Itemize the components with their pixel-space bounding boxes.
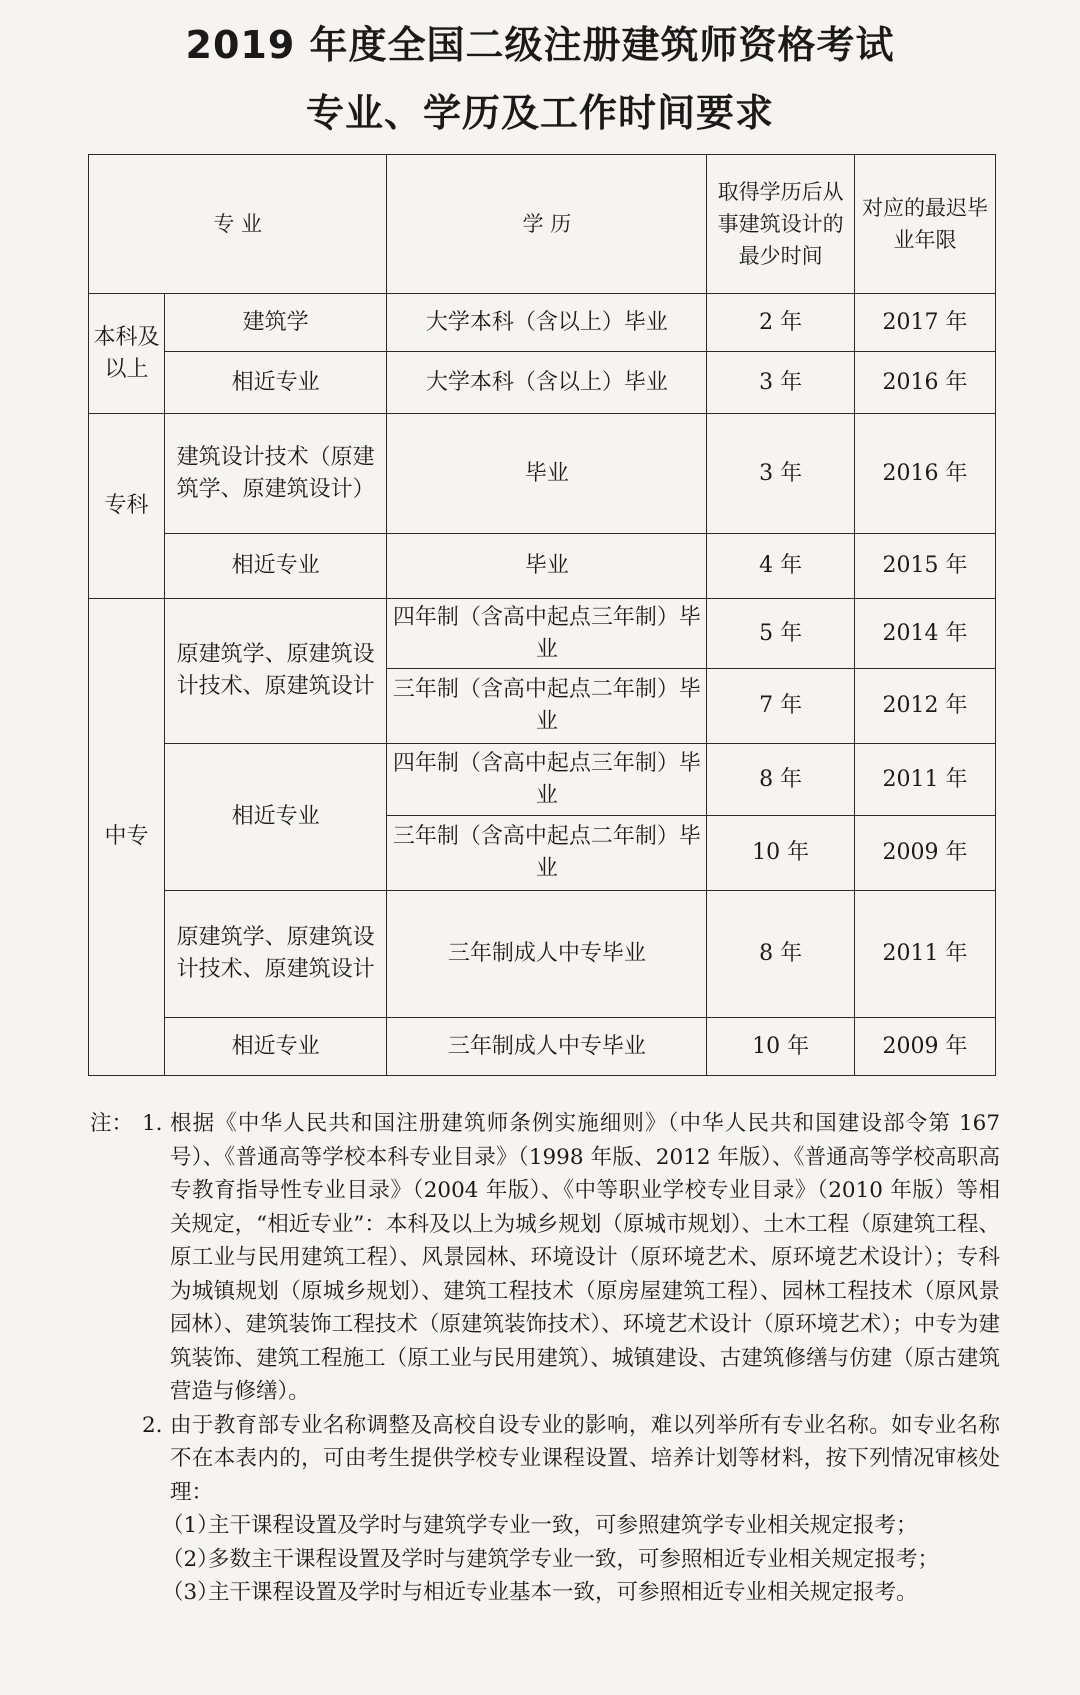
table-row — [89, 1018, 996, 1076]
cell-time: 7 年 — [707, 669, 855, 744]
cell-education: 三年制（含高中起点二年制）毕业 — [387, 816, 707, 891]
cell-education: 毕业 — [387, 534, 707, 599]
subitem-text: 多数主干课程设置及学时与建筑学专业一致，可参照相近专业相关规定报考； — [208, 1546, 940, 1572]
subitem-text: 主干课程设置及学时与相近专业基本一致，可参照相近专业相关规定报考。 — [208, 1580, 918, 1605]
cell-education: 大学本科（含以上）毕业 — [387, 294, 707, 352]
subitem-number: （1） — [162, 1513, 219, 1538]
cell-education: 大学本科（含以上）毕业 — [387, 352, 707, 414]
cell-time: 4 年 — [707, 534, 855, 599]
notes-section — [90, 1107, 1000, 1610]
table-row — [89, 534, 996, 599]
document-title: 2019 年度全国二级注册建筑师资格考试 — [185, 23, 895, 67]
subitem-text: 主干课程设置及学时与建筑学专业一致，可参照建筑学专业相关规定报考； — [208, 1513, 918, 1538]
table-row — [89, 744, 996, 816]
cell-education: 三年制（含高中起点二年制）毕业 — [387, 669, 707, 744]
cell-major: 相近专业 — [164, 534, 386, 599]
cell-education: 毕业 — [387, 414, 707, 534]
group-junior: 专科 — [89, 414, 165, 599]
document-subtitle: 专业、学历及工作时间要求 — [305, 91, 774, 135]
cell-year: 2016 年 — [854, 352, 995, 414]
group-bachelor: 本科及以上 — [89, 294, 165, 414]
note-number: 2. — [142, 1412, 163, 1438]
table-row — [89, 414, 996, 534]
cell-time: 8 年 — [707, 744, 855, 816]
table-row — [89, 599, 996, 669]
cell-education: 四年制（含高中起点三年制）毕业 — [387, 599, 707, 669]
note-subitem — [90, 1543, 1000, 1577]
cell-year: 2015 年 — [854, 534, 995, 599]
cell-year: 2011 年 — [854, 744, 995, 816]
cell-major: 相近专业 — [164, 1018, 386, 1076]
cell-year: 2014 年 — [854, 599, 995, 669]
note-number: 1. — [142, 1111, 163, 1136]
note-item — [90, 1409, 1000, 1510]
table-header-row — [89, 155, 996, 294]
note-text: 由于教育部专业名称调整及高校自设专业的影响，难以列举所有专业名称。如专业名称不在本表内的，可由考生提供学校专业课程设置、培养计划等材料，按下列情况审核处理： — [170, 1412, 1000, 1505]
requirements-table — [88, 154, 996, 1076]
cell-major: 原建筑学、原建筑设计技术、原建筑设计 — [164, 599, 386, 744]
cell-time: 2 年 — [707, 294, 855, 352]
cell-major: 原建筑学、原建筑设计技术、原建筑设计 — [164, 891, 386, 1018]
header-education: 学 历 — [387, 155, 707, 294]
cell-major: 相近专业 — [164, 352, 386, 414]
note-subitem — [90, 1576, 1000, 1610]
table-row — [89, 294, 996, 352]
cell-education: 三年制成人中专毕业 — [387, 891, 707, 1018]
subitem-number: （3） — [162, 1580, 219, 1605]
cell-time: 10 年 — [707, 816, 855, 891]
table-row — [89, 891, 996, 1018]
note-item — [90, 1107, 1000, 1409]
cell-year: 2009 年 — [854, 1018, 995, 1076]
cell-time: 8 年 — [707, 891, 855, 1018]
cell-year: 2009 年 — [854, 816, 995, 891]
header-min-time: 取得学历后从事建筑设计的最少时间 — [707, 155, 855, 294]
cell-time: 3 年 — [707, 414, 855, 534]
note-text: 根据《中华人民共和国注册建筑师条例实施细则》（中华人民共和国建设部令第 167 号）、《普通高等学校本科专业目录》（1998 年版、2012 年版）、《普通高等学校高职高专教育指导性专业目录》（2004 年版）、《中等职业学校专业目录》（2010 年版）等相关规定，“相近专业”：本科及以上为城乡规划（原城市规划）、土木工程（原建筑工程、原工业与民用建筑工程）、风景园林、环境设计（原环境艺术、原环境艺术设计）；专科为城镇规划（原城乡规划）、建筑工程技术（原房屋建筑工程）、园林工程技术（原风景园林）、建筑装饰工程技术（原建筑装饰技术）、环境艺术设计（原环境艺术）；中专为建筑装饰、建筑工程施工（原工业与民用建筑）、城镇建设、古建筑修缮与仿建（原古建筑营造与修缮）。 — [170, 1111, 1000, 1404]
note-subitem — [90, 1509, 1000, 1543]
cell-year: 2017 年 — [854, 294, 995, 352]
cell-major: 相近专业 — [164, 744, 386, 891]
cell-year: 2011 年 — [854, 891, 995, 1018]
cell-major: 建筑学 — [164, 294, 386, 352]
cell-year: 2012 年 — [854, 669, 995, 744]
cell-time: 10 年 — [707, 1018, 855, 1076]
header-deadline: 对应的最迟毕业年限 — [854, 155, 995, 294]
group-secondary: 中专 — [89, 599, 165, 1076]
cell-education: 四年制（含高中起点三年制）毕业 — [387, 744, 707, 816]
cell-time: 3 年 — [707, 352, 855, 414]
cell-education: 三年制成人中专毕业 — [387, 1018, 707, 1076]
table-row — [89, 352, 996, 414]
notes-label: 注： — [90, 1111, 134, 1136]
cell-major: 建筑设计技术（原建筑学、原建筑设计） — [164, 414, 386, 534]
cell-year: 2016 年 — [854, 414, 995, 534]
subitem-number: （2） — [162, 1546, 219, 1572]
header-major: 专 业 — [89, 155, 387, 294]
cell-time: 5 年 — [707, 599, 855, 669]
